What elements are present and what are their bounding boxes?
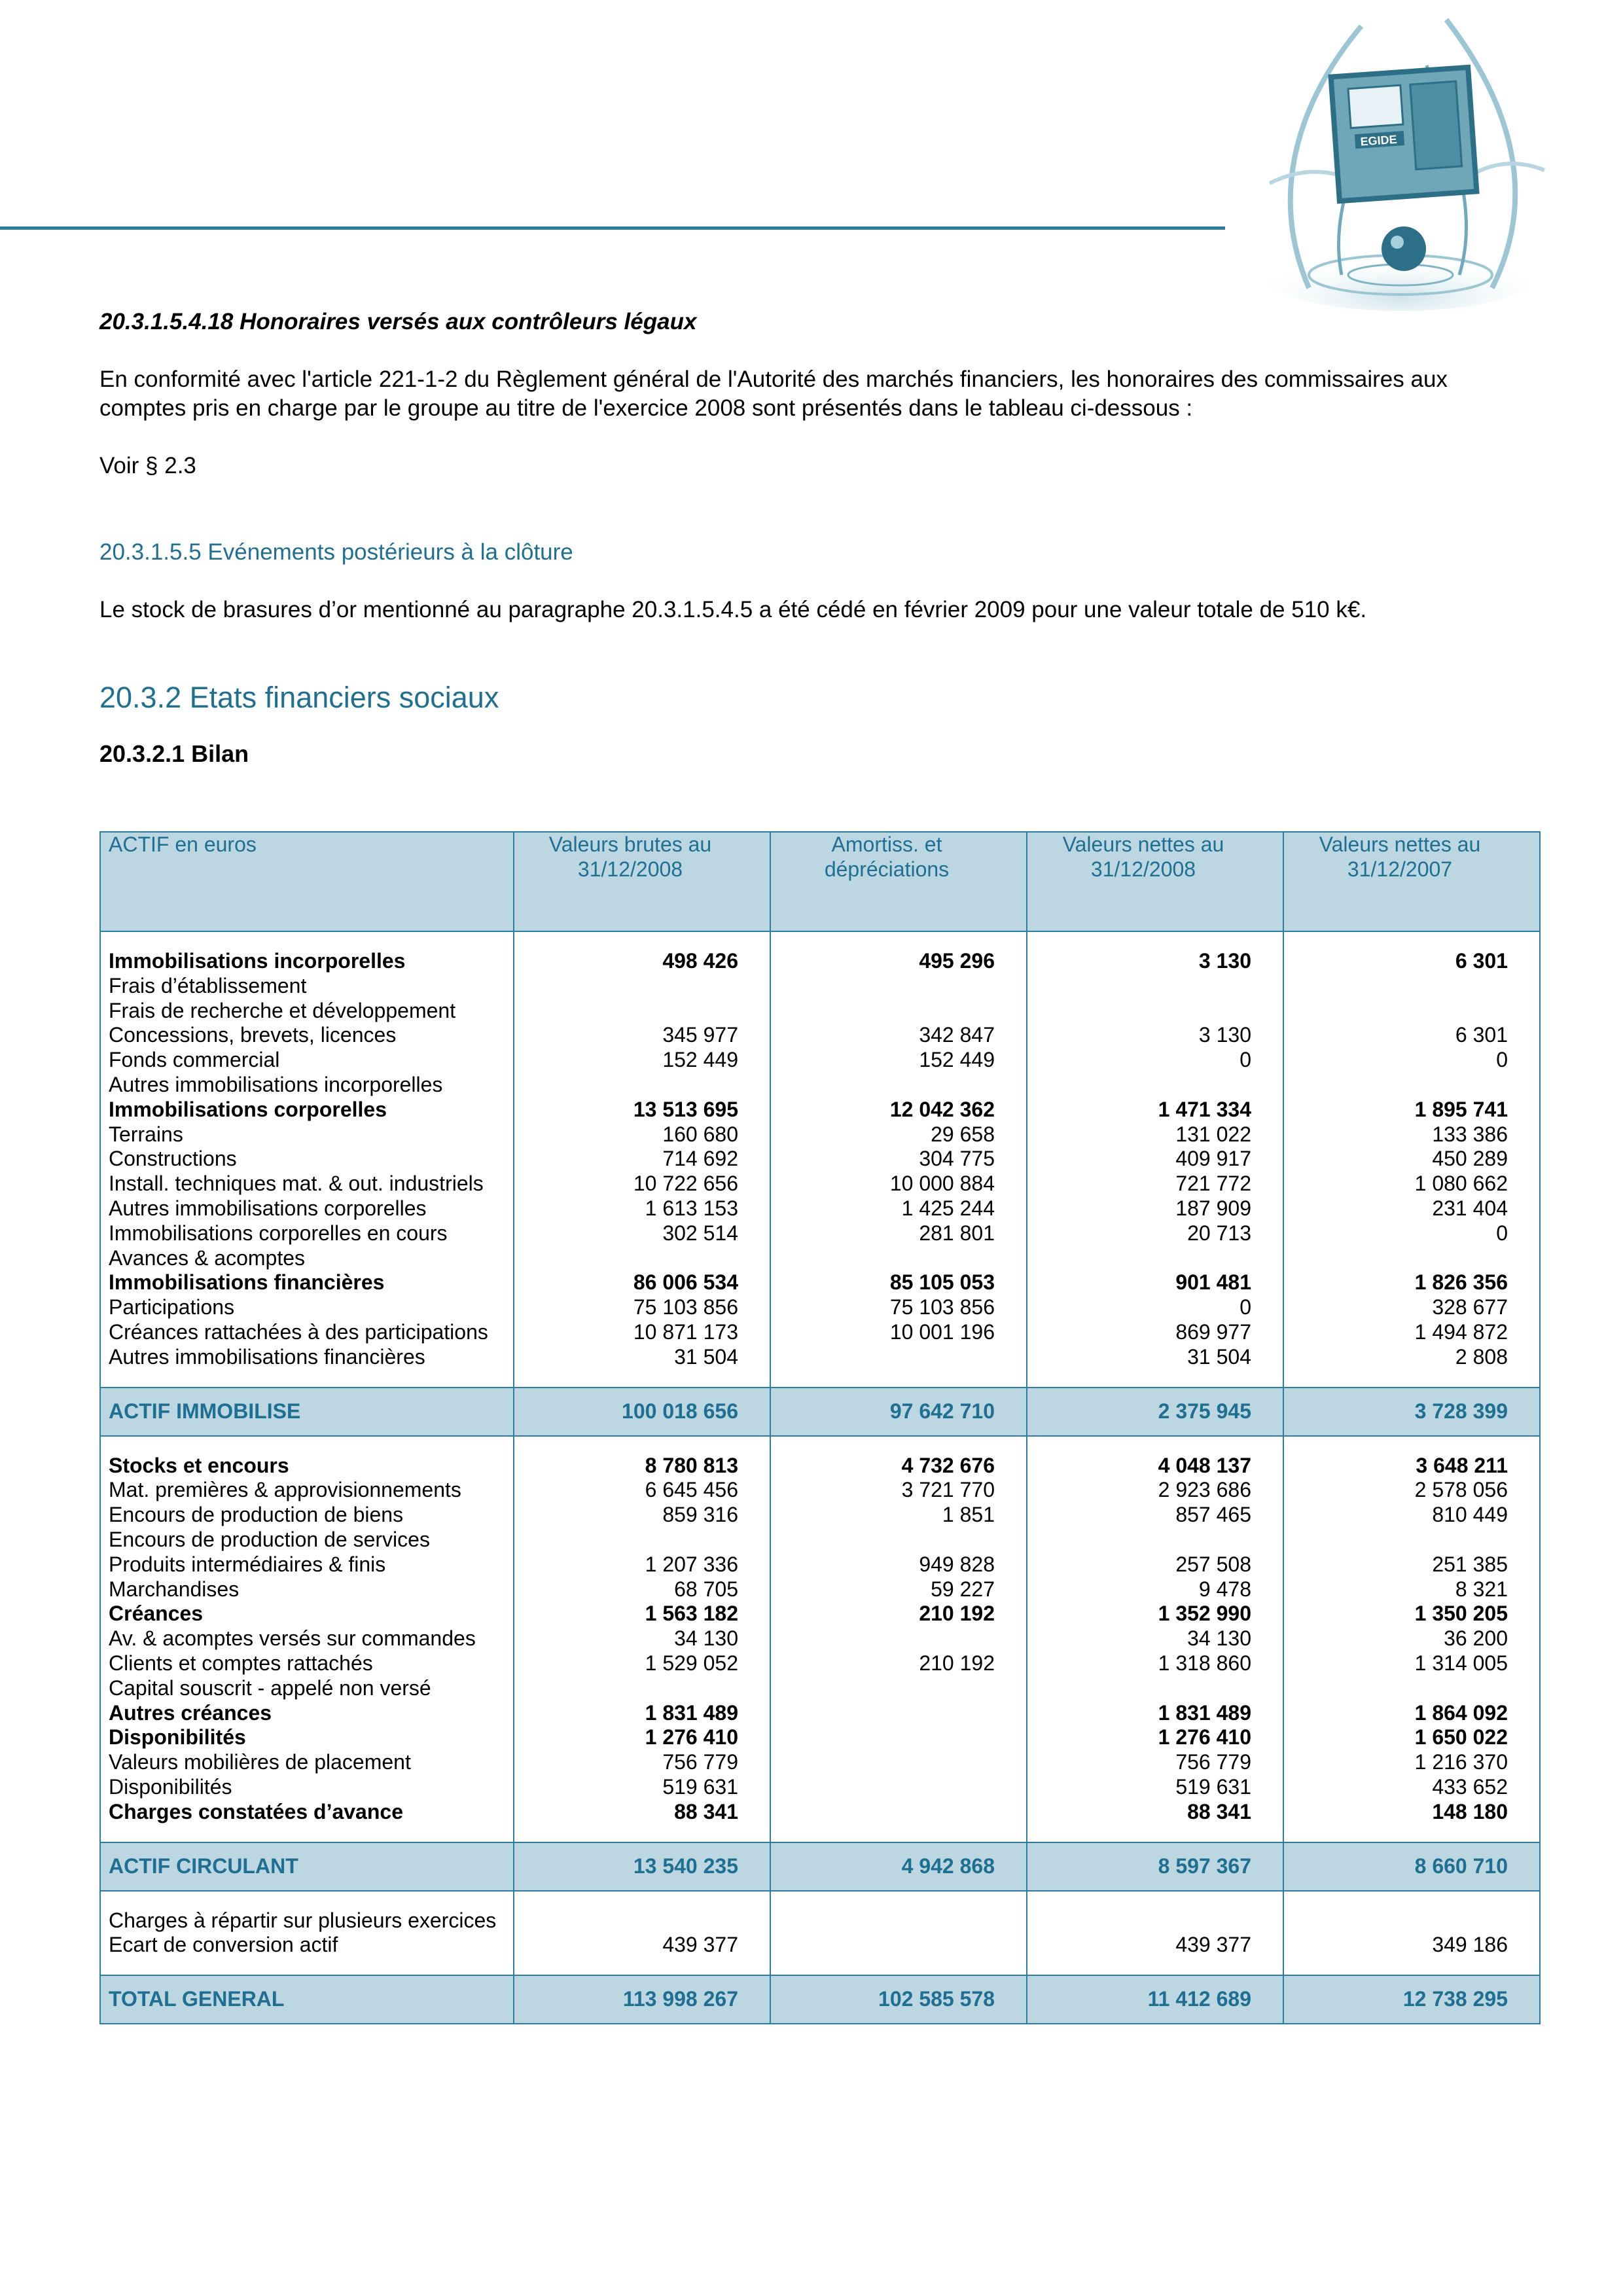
row-value: 85 105 053 (770, 1270, 1027, 1295)
row-label: Clients et comptes rattachés (100, 1651, 514, 1676)
column-header: ACTIF en euros (100, 832, 514, 931)
spacer-cell (770, 1958, 1027, 1975)
table-row (100, 1023, 1540, 1048)
row-value (1283, 974, 1540, 999)
row-value (1027, 1909, 1283, 1933)
row-value: 1 613 153 (514, 1196, 770, 1221)
row-value: 721 772 (1027, 1172, 1283, 1196)
row-value: 31 504 (1027, 1345, 1283, 1370)
table-row (100, 1701, 1540, 1726)
row-value (1283, 1246, 1540, 1271)
row-value: 1 207 336 (514, 1552, 770, 1577)
row-label: ACTIF IMMOBILISE (100, 1388, 514, 1436)
row-value: 10 001 196 (770, 1320, 1027, 1345)
table-row (100, 1147, 1540, 1172)
row-value (514, 1676, 770, 1701)
row-value: 1 494 872 (1283, 1320, 1540, 1345)
row-value: 8 321 (1283, 1577, 1540, 1602)
row-value: 88 341 (514, 1800, 770, 1825)
row-value: 4 732 676 (770, 1454, 1027, 1479)
row-value: 210 192 (770, 1651, 1027, 1676)
row-value: 102 585 578 (770, 1975, 1027, 2024)
row-value: 11 412 689 (1027, 1975, 1283, 2024)
row-value (1027, 1073, 1283, 1098)
row-value: 6 301 (1283, 949, 1540, 974)
row-value: 345 977 (514, 1023, 770, 1048)
row-value: 2 808 (1283, 1345, 1540, 1370)
row-value: 1 471 334 (1027, 1098, 1283, 1122)
table-row (100, 1775, 1540, 1800)
table-row (100, 1098, 1540, 1122)
row-value: 75 103 856 (770, 1295, 1027, 1320)
spacer-cell (1283, 931, 1540, 949)
column-header: Valeurs brutes au 31/12/2008 (514, 832, 770, 931)
row-value: 3 728 399 (1283, 1388, 1540, 1436)
spacer-cell (770, 1436, 1027, 1454)
row-label: Disponibilités (100, 1725, 514, 1750)
spacer-cell (100, 931, 514, 949)
table-row (100, 1345, 1540, 1370)
spacer-cell (770, 931, 1027, 949)
row-label: Créances (100, 1602, 514, 1626)
row-value (1283, 1528, 1540, 1552)
row-value: 433 652 (1283, 1775, 1540, 1800)
row-value: 0 (1283, 1221, 1540, 1246)
row-value: 714 692 (514, 1147, 770, 1172)
table-row (100, 1577, 1540, 1602)
row-value: 0 (1027, 1048, 1283, 1073)
row-value (770, 1800, 1027, 1825)
row-label: Terrains (100, 1122, 514, 1147)
row-value: 1 352 990 (1027, 1602, 1283, 1626)
row-value: 1 831 489 (1027, 1701, 1283, 1726)
row-value: 13 540 235 (514, 1842, 770, 1891)
row-value: 152 449 (770, 1048, 1027, 1073)
row-value: 9 478 (1027, 1577, 1283, 1602)
row-label: Encours de production de biens (100, 1503, 514, 1528)
spacer-cell (514, 1370, 770, 1388)
row-value: 231 404 (1283, 1196, 1540, 1221)
row-value (770, 1725, 1027, 1750)
spacer-row (100, 1825, 1540, 1842)
row-value (1283, 1676, 1540, 1701)
row-value (514, 974, 770, 999)
row-value: 8 597 367 (1027, 1842, 1283, 1891)
spacer-row (100, 931, 1540, 949)
table-header-row (100, 832, 1540, 931)
table-row (100, 1528, 1540, 1552)
balance-sheet-title: 20.3.2.1 Bilan (99, 740, 249, 767)
row-value: 1 851 (770, 1503, 1027, 1528)
row-value: 10 871 173 (514, 1320, 770, 1345)
spacer-cell (514, 1825, 770, 1842)
row-value: 131 022 (1027, 1122, 1283, 1147)
row-value: 281 801 (770, 1221, 1027, 1246)
logo-brand-text: EGIDE (1359, 132, 1398, 149)
row-value: 4 048 137 (1027, 1454, 1283, 1479)
row-value: 148 180 (1283, 1800, 1540, 1825)
row-value (770, 1246, 1027, 1271)
spacer-cell (1283, 1436, 1540, 1454)
row-value: 36 200 (1283, 1626, 1540, 1651)
row-value: 88 341 (1027, 1800, 1283, 1825)
spacer-cell (514, 1436, 770, 1454)
spacer-cell (1283, 1891, 1540, 1909)
row-label: Av. & acomptes versés sur commandes (100, 1626, 514, 1651)
row-value: 10 722 656 (514, 1172, 770, 1196)
spacer-cell (1027, 1958, 1283, 1975)
row-value: 756 779 (1027, 1750, 1283, 1775)
spacer-cell (1027, 1891, 1283, 1909)
row-value: 12 738 295 (1283, 1975, 1540, 2024)
spacer-cell (770, 1370, 1027, 1388)
row-value (770, 1528, 1027, 1552)
row-label: Constructions (100, 1147, 514, 1172)
row-label: Autres immobilisations corporelles (100, 1196, 514, 1221)
row-value: 450 289 (1283, 1147, 1540, 1172)
row-value (1027, 999, 1283, 1024)
spacer-cell (1027, 1436, 1283, 1454)
row-value: 13 513 695 (514, 1098, 770, 1122)
row-value: 519 631 (1027, 1775, 1283, 1800)
row-label: Participations (100, 1295, 514, 1320)
row-value: 3 130 (1027, 949, 1283, 974)
row-value (770, 1676, 1027, 1701)
row-value: 160 680 (514, 1122, 770, 1147)
spacer-row (100, 1958, 1540, 1975)
table-row (100, 1270, 1540, 1295)
row-value: 34 130 (514, 1626, 770, 1651)
statements-section-title: 20.3.2 Etats financiers sociaux (99, 681, 499, 714)
row-value: 349 186 (1283, 1933, 1540, 1958)
spacer-cell (1027, 1825, 1283, 1842)
row-value: 2 375 945 (1027, 1388, 1283, 1436)
row-value (770, 1345, 1027, 1370)
row-value: 857 465 (1027, 1503, 1283, 1528)
table-row (100, 1073, 1540, 1098)
table-row (100, 1122, 1540, 1147)
column-header: Amortiss. et dépréciations (770, 832, 1027, 931)
row-value: 328 677 (1283, 1295, 1540, 1320)
row-value: 519 631 (514, 1775, 770, 1800)
row-value: 859 316 (514, 1503, 770, 1528)
table-row (100, 1676, 1540, 1701)
row-value (514, 1073, 770, 1098)
row-value (770, 999, 1027, 1024)
row-value: 1 318 860 (1027, 1651, 1283, 1676)
row-label: Autres créances (100, 1701, 514, 1726)
row-value: 113 998 267 (514, 1975, 770, 2024)
spacer-cell (514, 931, 770, 949)
row-label: Autres immobilisations incorporelles (100, 1073, 514, 1098)
table-row (100, 1626, 1540, 1651)
row-label: Immobilisations corporelles (100, 1098, 514, 1122)
row-label: Immobilisations corporelles en cours (100, 1221, 514, 1246)
row-value: 1 831 489 (514, 1701, 770, 1726)
row-value: 31 504 (514, 1345, 770, 1370)
fees-section-title: 20.3.1.5.4.18 Honoraires versés aux contrôleurs légaux (99, 309, 697, 334)
table-row (100, 1196, 1540, 1221)
row-label: Autres immobilisations financières (100, 1345, 514, 1370)
row-value: 1 895 741 (1283, 1098, 1540, 1122)
row-label: Avances & acomptes (100, 1246, 514, 1271)
row-value: 251 385 (1283, 1552, 1540, 1577)
spacer-row (100, 1891, 1540, 1909)
total-row-actif-circulant (100, 1842, 1540, 1891)
row-label: Valeurs mobilières de placement (100, 1750, 514, 1775)
row-value: 0 (1027, 1295, 1283, 1320)
row-value: 901 481 (1027, 1270, 1283, 1295)
row-label: Install. techniques mat. & out. industriels (100, 1172, 514, 1196)
row-value: 302 514 (514, 1221, 770, 1246)
row-value (770, 1775, 1027, 1800)
events-section-title: 20.3.1.5.5 Evénements postérieurs à la clôture (99, 539, 573, 565)
row-value: 8 660 710 (1283, 1842, 1540, 1891)
row-label: Immobilisations incorporelles (100, 949, 514, 974)
row-value (1283, 999, 1540, 1024)
row-label: ACTIF CIRCULANT (100, 1842, 514, 1891)
row-value: 3 648 211 (1283, 1454, 1540, 1479)
row-value: 10 000 884 (770, 1172, 1027, 1196)
fees-reference: Voir § 2.3 (99, 453, 196, 478)
spacer-cell (770, 1825, 1027, 1842)
row-value: 100 018 656 (514, 1388, 770, 1436)
column-header: Valeurs nettes au 31/12/2007 (1283, 832, 1540, 931)
row-value (514, 999, 770, 1024)
total-row-actif-immobilise (100, 1388, 1540, 1436)
total-row-general (100, 1975, 1540, 2024)
table-row (100, 1478, 1540, 1503)
table-row (100, 1750, 1540, 1775)
row-value (770, 1073, 1027, 1098)
row-label: Capital souscrit - appelé non versé (100, 1676, 514, 1701)
row-value: 342 847 (770, 1023, 1027, 1048)
row-value (770, 1933, 1027, 1958)
row-value: 133 386 (1283, 1122, 1540, 1147)
row-value (514, 1528, 770, 1552)
table-row (100, 974, 1540, 999)
table-row (100, 1246, 1540, 1271)
row-value: 1 216 370 (1283, 1750, 1540, 1775)
spacer-cell (770, 1891, 1027, 1909)
table-row (100, 1503, 1540, 1528)
table-row (100, 1725, 1540, 1750)
table-row (100, 999, 1540, 1024)
row-value: 439 377 (1027, 1933, 1283, 1958)
row-value (1027, 974, 1283, 999)
row-value (514, 1246, 770, 1271)
row-value: 1 350 205 (1283, 1602, 1540, 1626)
row-label: Charges à répartir sur plusieurs exercices (100, 1909, 514, 1933)
row-label: Disponibilités (100, 1775, 514, 1800)
row-value: 0 (1283, 1048, 1540, 1073)
row-value (770, 1909, 1027, 1933)
row-label: Frais de recherche et développement (100, 999, 514, 1024)
row-label: Concessions, brevets, licences (100, 1023, 514, 1048)
row-value: 34 130 (1027, 1626, 1283, 1651)
row-value: 1 864 092 (1283, 1701, 1540, 1726)
row-value: 1 826 356 (1283, 1270, 1540, 1295)
table-row (100, 1172, 1540, 1196)
row-value: 210 192 (770, 1602, 1027, 1626)
row-value (770, 1626, 1027, 1651)
row-label: Encours de production de services (100, 1528, 514, 1552)
row-value: 68 705 (514, 1577, 770, 1602)
table-row (100, 1651, 1540, 1676)
row-value (1027, 1246, 1283, 1271)
row-value: 1 276 410 (514, 1725, 770, 1750)
row-value: 495 296 (770, 949, 1027, 974)
row-value: 97 642 710 (770, 1388, 1027, 1436)
row-value (770, 1701, 1027, 1726)
spacer-cell (100, 1825, 514, 1842)
row-label: TOTAL GENERAL (100, 1975, 514, 2024)
table-row (100, 1295, 1540, 1320)
row-value: 949 828 (770, 1552, 1027, 1577)
row-value: 257 508 (1027, 1552, 1283, 1577)
row-value: 2 578 056 (1283, 1478, 1540, 1503)
row-value: 409 917 (1027, 1147, 1283, 1172)
spacer-cell (514, 1891, 770, 1909)
table-row (100, 1454, 1540, 1479)
spacer-cell (100, 1436, 514, 1454)
table-row (100, 1909, 1540, 1933)
fees-paragraph: En conformité avec l'article 221-1-2 du Règlement général de l'Autorité des marchés financiers, les honoraires des commissaires aux comptes pris en charge par le groupe au titre de l'exercice 2008 sont présentés dans le tableau ci-dessous : (99, 367, 1448, 421)
row-label: Mat. premières & approvisionnements (100, 1478, 514, 1503)
spacer-cell (100, 1370, 514, 1388)
row-value: 1 314 005 (1283, 1651, 1540, 1676)
row-value (1027, 1676, 1283, 1701)
row-value: 29 658 (770, 1122, 1027, 1147)
column-header: Valeurs nettes au 31/12/2008 (1027, 832, 1283, 931)
row-value: 2 923 686 (1027, 1478, 1283, 1503)
row-value: 75 103 856 (514, 1295, 770, 1320)
spacer-cell (100, 1958, 514, 1975)
table-row (100, 1602, 1540, 1626)
table-row (100, 1221, 1540, 1246)
spacer-cell (100, 1891, 514, 1909)
table-row (100, 1800, 1540, 1825)
table-row (100, 1552, 1540, 1577)
spacer-cell (1283, 1370, 1540, 1388)
row-label: Charges constatées d’avance (100, 1800, 514, 1825)
row-value: 1 563 182 (514, 1602, 770, 1626)
row-value: 3 721 770 (770, 1478, 1027, 1503)
row-value: 20 713 (1027, 1221, 1283, 1246)
row-value (1283, 1909, 1540, 1933)
row-value: 4 942 868 (770, 1842, 1027, 1891)
header-rule (0, 226, 1225, 230)
row-value: 152 449 (514, 1048, 770, 1073)
row-value: 12 042 362 (770, 1098, 1027, 1122)
row-value: 810 449 (1283, 1503, 1540, 1528)
row-value: 498 426 (514, 949, 770, 974)
row-value (770, 974, 1027, 999)
events-paragraph: Le stock de brasures d’or mentionné au paragraphe 20.3.1.5.4.5 a été cédé en février 2009 pour une valeur totale de 510 k€. (99, 597, 1367, 622)
row-value (1283, 1073, 1540, 1098)
balance-sheet-table (99, 831, 1541, 2024)
spacer-cell (514, 1958, 770, 1975)
row-value: 187 909 (1027, 1196, 1283, 1221)
spacer-cell (1027, 931, 1283, 949)
egide-logo (1230, 0, 1610, 321)
spacer-cell (1027, 1370, 1283, 1388)
spacer-cell (1283, 1958, 1540, 1975)
row-value: 6 645 456 (514, 1478, 770, 1503)
row-label: Marchandises (100, 1577, 514, 1602)
row-value: 6 301 (1283, 1023, 1540, 1048)
row-label: Produits intermédiaires & finis (100, 1552, 514, 1577)
table-row (100, 1320, 1540, 1345)
row-value: 869 977 (1027, 1320, 1283, 1345)
row-value: 8 780 813 (514, 1454, 770, 1479)
row-label: Stocks et encours (100, 1454, 514, 1479)
row-label: Immobilisations financières (100, 1270, 514, 1295)
table-row (100, 1048, 1540, 1073)
row-label: Créances rattachées à des participations (100, 1320, 514, 1345)
row-label: Ecart de conversion actif (100, 1933, 514, 1958)
table-row (100, 949, 1540, 974)
document-body (99, 308, 1539, 768)
row-value: 1 425 244 (770, 1196, 1027, 1221)
row-value: 1 529 052 (514, 1651, 770, 1676)
row-value: 439 377 (514, 1933, 770, 1958)
row-value: 86 006 534 (514, 1270, 770, 1295)
row-value: 3 130 (1027, 1023, 1283, 1048)
spacer-cell (1283, 1825, 1540, 1842)
row-value (770, 1750, 1027, 1775)
row-value: 1 650 022 (1283, 1725, 1540, 1750)
row-value: 756 779 (514, 1750, 770, 1775)
row-label: Frais d’établissement (100, 974, 514, 999)
spacer-row (100, 1370, 1540, 1388)
row-value: 1 080 662 (1283, 1172, 1540, 1196)
row-value: 304 775 (770, 1147, 1027, 1172)
row-value: 1 276 410 (1027, 1725, 1283, 1750)
row-label: Fonds commercial (100, 1048, 514, 1073)
row-value (1027, 1528, 1283, 1552)
spacer-row (100, 1436, 1540, 1454)
row-value: 59 227 (770, 1577, 1027, 1602)
row-value (514, 1909, 770, 1933)
table-row (100, 1933, 1540, 1958)
